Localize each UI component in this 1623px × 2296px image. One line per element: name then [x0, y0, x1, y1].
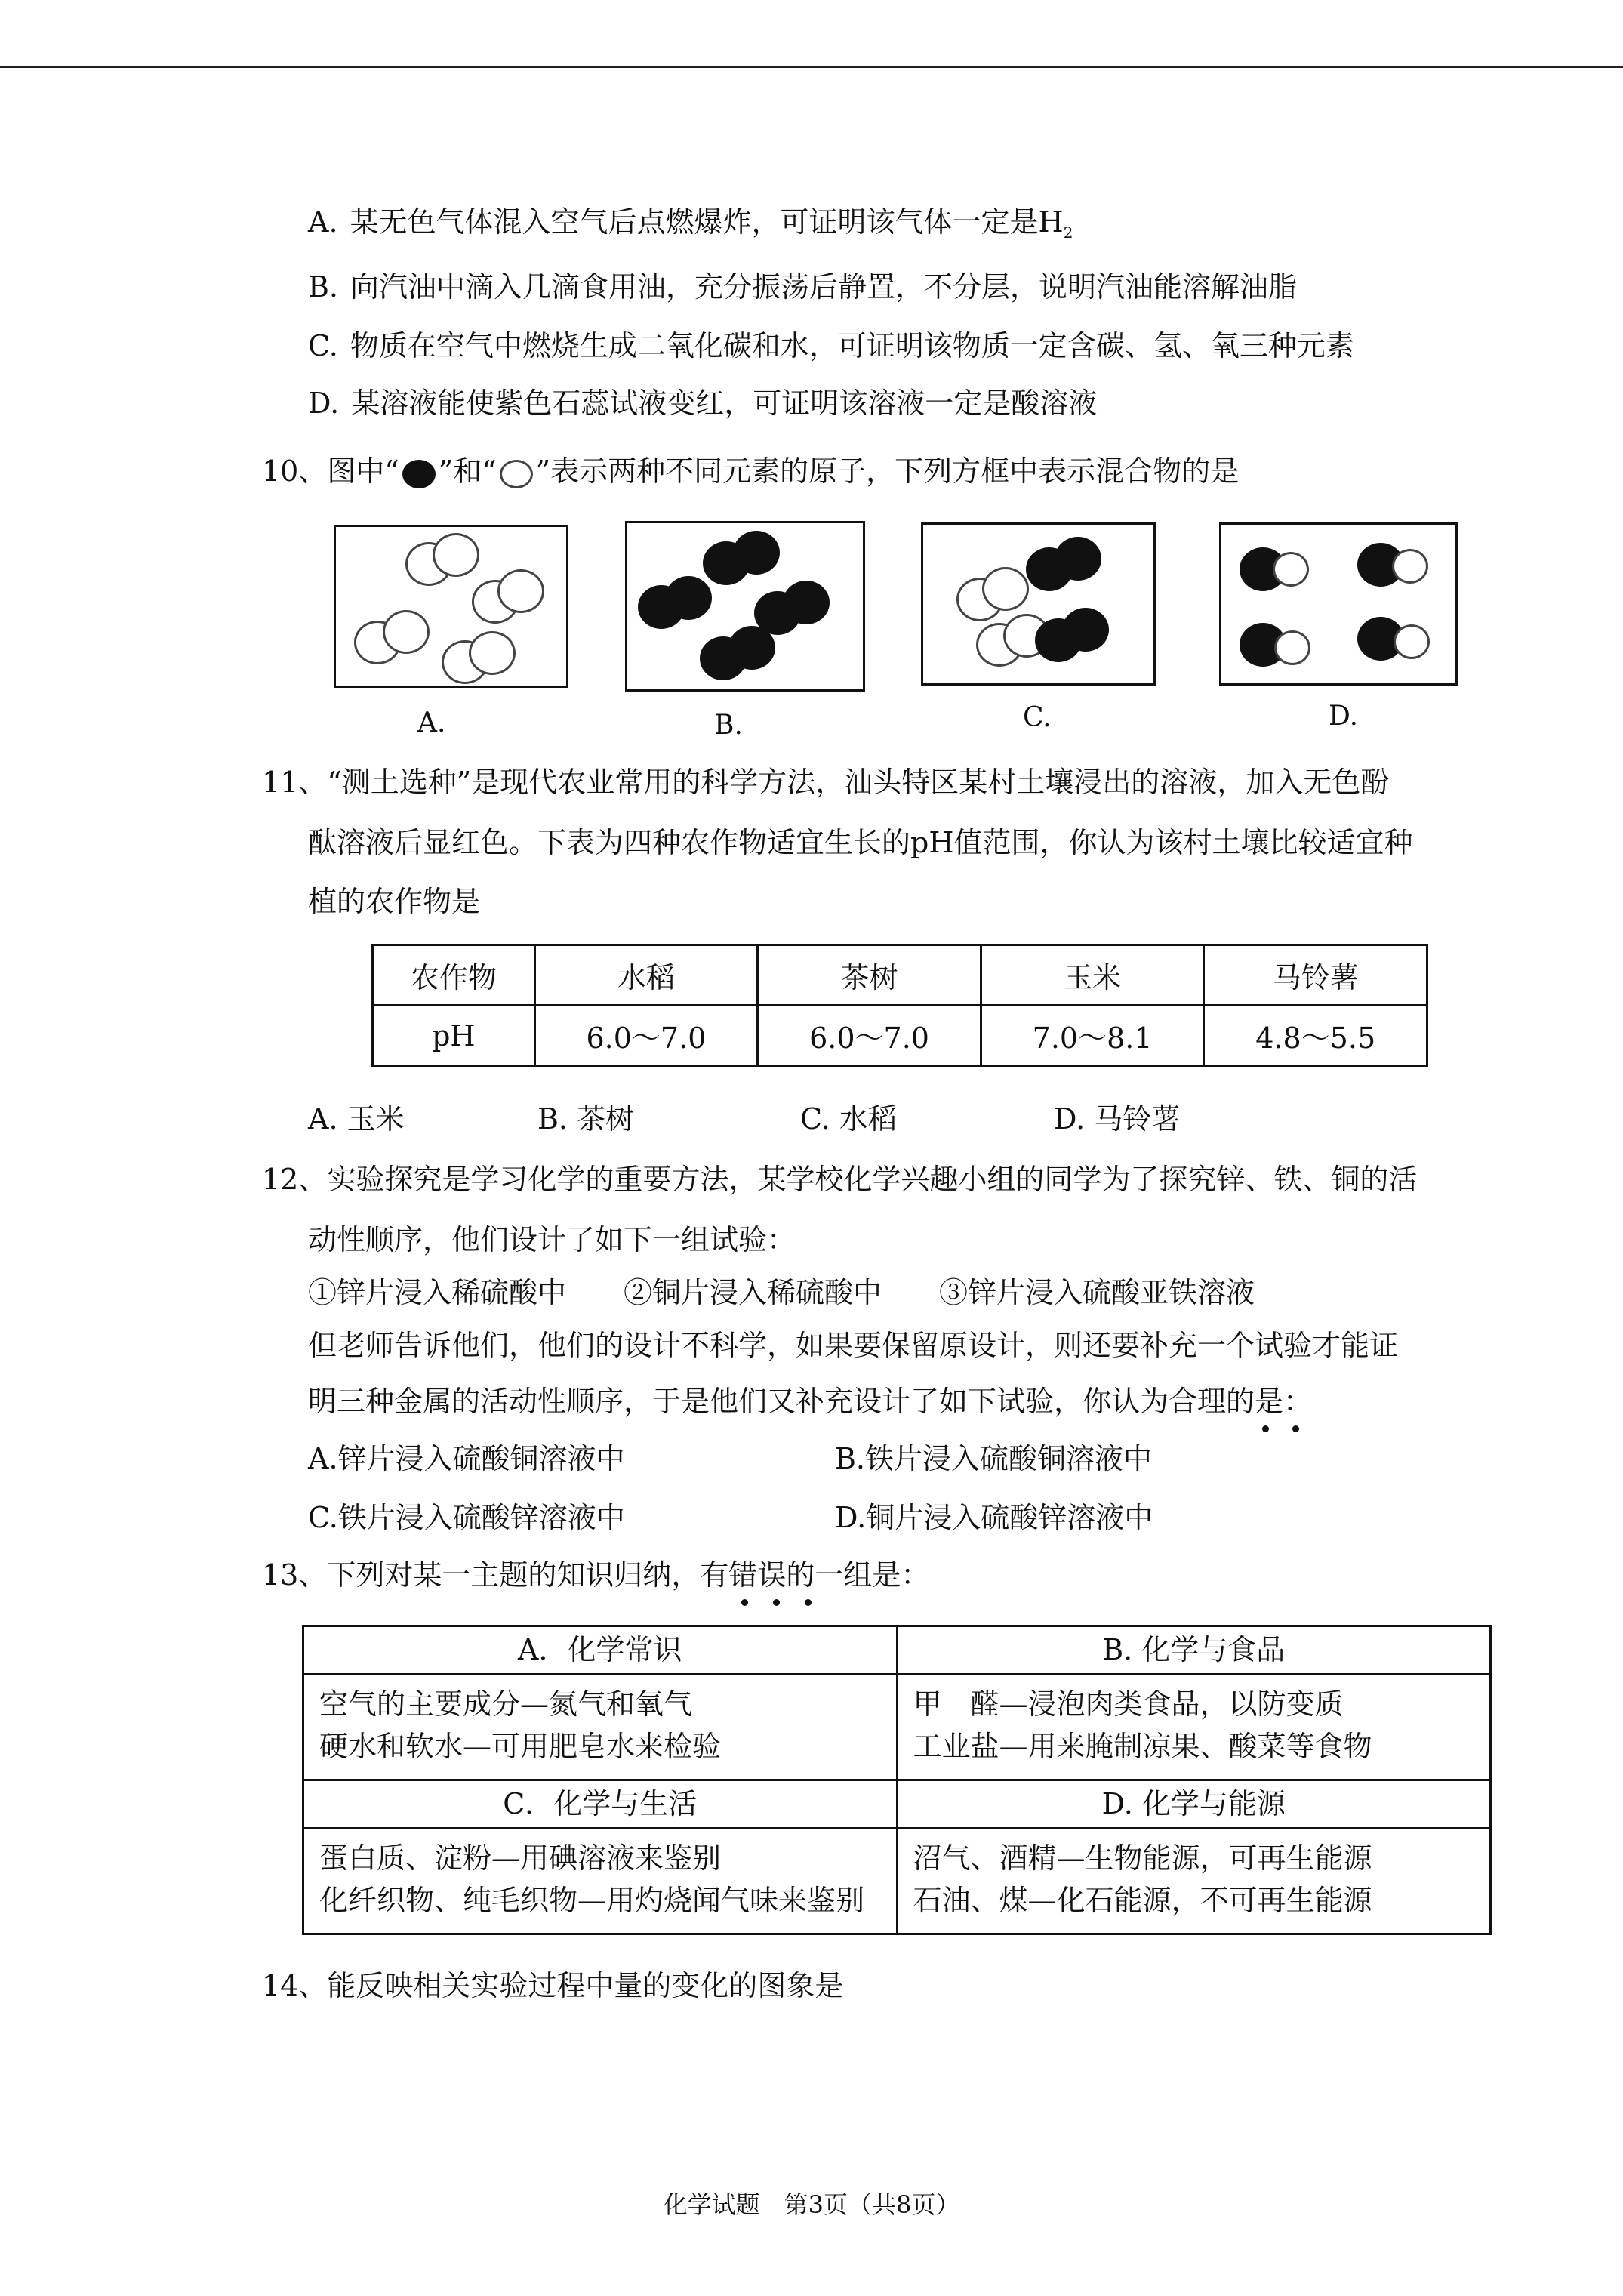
ph-table-cell: 7.0～8.1	[981, 1006, 1204, 1066]
q12-option-d: D.铜片浸入硫酸锌溶液中	[835, 1501, 1153, 1534]
q12-stem-line-1: 12、实验探究是学习化学的重要方法，某学校化学兴趣小组的同学为了探究锌、铁、铜的活	[262, 1163, 1418, 1196]
knowledge-cell-body: 甲 醛—浸泡肉类食品，以防变质 工业盐—用来腌制凉果、酸菜等食物	[897, 1675, 1491, 1780]
molecule-box-b	[625, 521, 865, 692]
ph-table-header: 玉米	[981, 945, 1204, 1006]
knowledge-cell-title: B. 化学与食品	[897, 1626, 1491, 1675]
emphasis-dot	[773, 1599, 780, 1606]
black-atom-icon	[402, 460, 436, 488]
ph-table-cell: 4.8～5.5	[1204, 1006, 1427, 1066]
q10-stem: 10、图中“ ”和“ ”表示两种不同元素的原子，下列方框中表示混合物的是	[262, 455, 1240, 488]
page-footer: 化学试题 第3页（共8页）	[663, 2190, 960, 2219]
molecule-box-d	[1219, 522, 1458, 686]
q11-stem-line-2: 酞溶液后显红色。下表为四种农作物适宜生长的pH值范围，你认为该村土壤比较适宜种	[308, 826, 1413, 859]
ph-table-cell: pH	[373, 1006, 535, 1066]
q9-option-a: A. 某无色气体混入空气后点燃爆炸，可证明该气体一定是$H_2$	[308, 205, 1073, 242]
white-atom-icon	[500, 460, 533, 488]
knowledge-cell-title: A．化学常识	[303, 1626, 898, 1675]
header-rule	[0, 66, 1623, 68]
q14-stem: 14、能反映相关实验过程中量的变化的图象是	[262, 1969, 844, 2002]
box-a-label: A.	[417, 707, 446, 738]
emphasis-dot	[1262, 1425, 1269, 1432]
q11-option-c: C. 水稻	[800, 1102, 897, 1136]
knowledge-cell-title: C．化学与生活	[303, 1780, 898, 1829]
q11-stem-line-1: 11、“测土选种”是现代农业常用的科学方法，汕头特区某村土壤浸出的溶液，加入无色酚	[262, 766, 1390, 799]
q9-option-c: C. 物质在空气中燃烧生成二氧化碳和水，可证明该物质一定含碳、氢、氧三种元素	[308, 329, 1354, 362]
ph-table-header: 农作物	[373, 945, 535, 1006]
ph-table-header: 马铃薯	[1204, 945, 1427, 1006]
q11-option-d: D. 马铃薯	[1054, 1102, 1181, 1136]
q11-stem-line-3: 植的农作物是	[308, 885, 481, 918]
emphasis-dot	[741, 1599, 748, 1606]
knowledge-cell-title: D. 化学与能源	[897, 1780, 1491, 1829]
molecule-box-a	[334, 525, 568, 688]
q12-stem-line-2: 动性顺序，他们设计了如下一组试验：	[308, 1223, 796, 1256]
q13-stem: 13、下列对某一主题的知识归纳，有错误的一组是：	[262, 1558, 930, 1592]
ph-table-cell: 6.0～7.0	[758, 1006, 981, 1066]
ph-table-header: 水稻	[534, 945, 758, 1006]
molecule-box-c	[921, 522, 1156, 686]
q12-option-b: B.铁片浸入硫酸铜溶液中	[835, 1442, 1153, 1475]
box-b-label: B.	[714, 710, 743, 741]
q9-option-d: D. 某溶液能使紫色石蕊试液变红，可证明该溶液一定是酸溶液	[308, 387, 1098, 420]
box-c-label: C.	[1023, 702, 1052, 733]
q12-option-c: C.铁片浸入硫酸锌溶液中	[308, 1501, 625, 1534]
box-d-label: D.	[1329, 701, 1359, 732]
q12-stem-line-3: ①锌片浸入稀硫酸中 ②铜片浸入稀硫酸中 ③锌片浸入硫酸亚铁溶液	[308, 1276, 1255, 1309]
q12-stem-line-5: 明三种金属的活动性顺序，于是他们又补充设计了如下试验，你认为合理的是：	[308, 1385, 1313, 1418]
ph-table-cell: 6.0～7.0	[534, 1006, 758, 1066]
q12-stem-line-4: 但老师告诉他们，他们的设计不科学，如果要保留原设计，则还要补充一个试验才能证	[308, 1329, 1399, 1362]
emphasis-dot	[805, 1599, 812, 1606]
q12-option-a: A.锌片浸入硫酸铜溶液中	[308, 1442, 625, 1475]
q11-option-a: A. 玉米	[308, 1102, 405, 1136]
emphasis-dot	[1292, 1425, 1299, 1432]
ph-table	[371, 944, 1428, 1067]
q11-option-b: B. 茶树	[537, 1102, 635, 1136]
q9-option-b: B. 向汽油中滴入几滴食用油，充分振荡后静置，不分层，说明汽油能溶解油脂	[308, 270, 1298, 304]
knowledge-cell-body: 蛋白质、淀粉—用碘溶液来鉴别 化纤织物、纯毛织物—用灼烧闻气味来鉴别	[303, 1829, 898, 1934]
knowledge-table	[302, 1625, 1492, 1935]
ph-table-header: 茶树	[758, 945, 981, 1006]
knowledge-cell-body: 空气的主要成分—氮气和氧气 硬水和软水—可用肥皂水来检验	[303, 1675, 898, 1780]
knowledge-cell-body: 沼气、酒精—生物能源，可再生能源 石油、煤—化石能源，不可再生能源	[897, 1829, 1491, 1934]
